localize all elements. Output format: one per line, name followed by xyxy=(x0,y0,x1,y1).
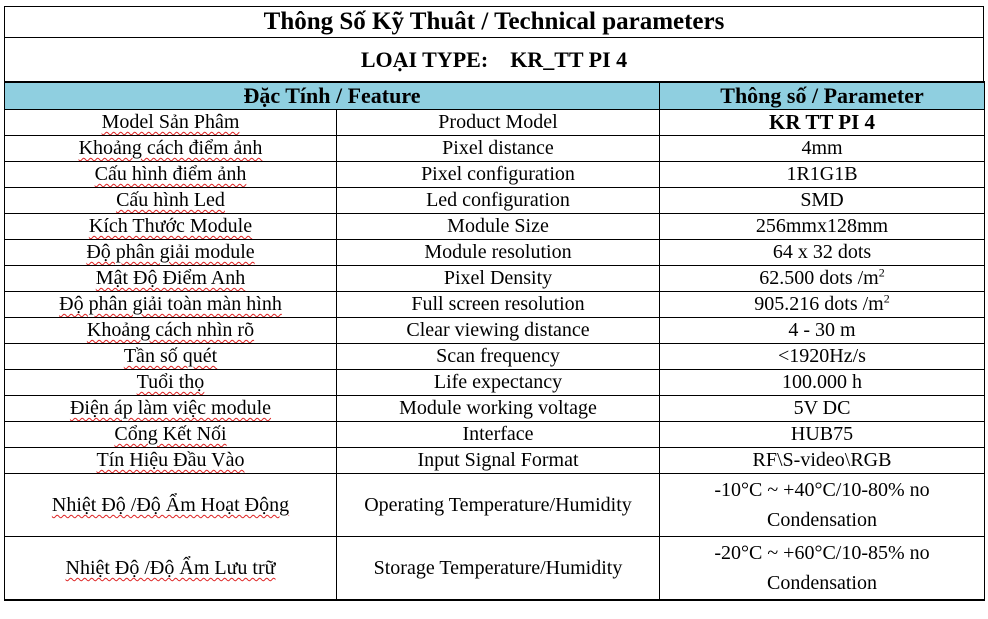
feature-english: Input Signal Format xyxy=(337,448,660,474)
type-label: LOẠI TYPE: xyxy=(360,47,489,72)
feature-vietnamese: Tín Hiệu Đầu Vào xyxy=(5,448,337,474)
parameter-value xyxy=(660,318,985,344)
parameter-value xyxy=(660,110,985,136)
parameter-text: 5V DC xyxy=(793,397,851,419)
type-value: KR_TT PI 4 xyxy=(510,47,628,72)
parameter-text: KR TT PI 4 xyxy=(768,110,875,134)
table-row xyxy=(5,344,985,370)
feature-english: Clear viewing distance xyxy=(337,318,660,344)
feature-vietnamese: Điện áp làm việc module xyxy=(5,396,337,422)
parameter-value xyxy=(660,537,985,601)
feature-vietnamese: Cấu hình Led xyxy=(5,188,337,214)
feature-english: Module working voltage xyxy=(337,396,660,422)
parameter-text: 64 x 32 dots xyxy=(772,241,872,263)
parameter-text: <1920Hz/s xyxy=(778,345,866,367)
table-row xyxy=(5,537,985,601)
feature-vietnamese: Độ phân giải module xyxy=(5,240,337,266)
parameter-value xyxy=(660,240,985,266)
parameter-text: 62.500 dots /m xyxy=(759,267,879,289)
parameter-text: -20°C ~ +60°C/10-85% no Condensation xyxy=(714,542,930,594)
table-row xyxy=(5,422,985,448)
feature-vietnamese: Khoảng cách điểm ảnh xyxy=(5,136,337,162)
table-row xyxy=(5,396,985,422)
spec-table xyxy=(4,81,985,601)
feature-english: Life expectancy xyxy=(337,370,660,396)
parameter-value xyxy=(660,162,985,188)
product-type-row xyxy=(4,37,984,81)
feature-vietnamese: Tần số quét xyxy=(5,344,337,370)
feature-vietnamese: Cấu hình điểm ảnh xyxy=(5,162,337,188)
parameter-text: SMD xyxy=(800,189,844,211)
parameter-text: 1R1G1B xyxy=(786,163,858,185)
feature-vietnamese: Mật Độ Điểm Anh xyxy=(5,266,337,292)
parameter-text: 100.000 h xyxy=(782,371,862,393)
parameter-text: 4 - 30 m xyxy=(788,319,856,341)
parameter-value xyxy=(660,422,985,448)
parameter-text: 4mm xyxy=(801,137,843,159)
spec-table-body xyxy=(5,110,985,601)
table-row xyxy=(5,136,985,162)
feature-vietnamese: Nhiệt Độ /Độ Ẩm Lưu trữ xyxy=(5,537,337,601)
table-row xyxy=(5,188,985,214)
feature-english: Pixel distance xyxy=(337,136,660,162)
feature-vietnamese: Tuổi thọ xyxy=(5,370,337,396)
parameter-value xyxy=(660,370,985,396)
feature-vietnamese: Nhiệt Độ /Độ Ẩm Hoạt Động xyxy=(5,474,337,537)
table-row xyxy=(5,474,985,537)
parameter-text: -10°C ~ +40°C/10-80% no Condensation xyxy=(714,479,930,531)
feature-english: Storage Temperature/Humidity xyxy=(337,537,660,601)
feature-vietnamese: Độ phân giải toàn màn hình xyxy=(5,292,337,318)
feature-english: Module Size xyxy=(337,214,660,240)
table-header-row xyxy=(5,82,985,110)
table-row xyxy=(5,162,985,188)
table-row xyxy=(5,318,985,344)
table-row xyxy=(5,214,985,240)
feature-english: Led configuration xyxy=(337,188,660,214)
feature-english: Product Model xyxy=(337,110,660,136)
feature-english: Interface xyxy=(337,422,660,448)
parameter-text: 256mmx128mm xyxy=(755,215,889,237)
parameter-text: RF\S-video\RGB xyxy=(752,449,892,471)
table-row xyxy=(5,110,985,136)
parameter-value xyxy=(660,396,985,422)
spec-sheet xyxy=(4,6,984,601)
feature-english: Pixel Density xyxy=(337,266,660,292)
sheet-title: Thông Số Kỹ Thuât / Technical parameters xyxy=(4,6,984,37)
unit-superscript: 2 xyxy=(883,291,890,306)
table-row xyxy=(5,240,985,266)
header-feature: Đặc Tính / Feature xyxy=(5,82,660,110)
parameter-text: 905.216 dots /m xyxy=(754,293,884,315)
feature-english: Scan frequency xyxy=(337,344,660,370)
parameter-value xyxy=(660,136,985,162)
table-row xyxy=(5,448,985,474)
feature-english: Operating Temperature/Humidity xyxy=(337,474,660,537)
table-row xyxy=(5,292,985,318)
feature-vietnamese: Model Sản Phâm xyxy=(5,110,337,136)
unit-superscript: 2 xyxy=(878,265,885,280)
parameter-value xyxy=(660,266,985,292)
parameter-value xyxy=(660,474,985,537)
parameter-value xyxy=(660,344,985,370)
feature-english: Full screen resolution xyxy=(337,292,660,318)
feature-vietnamese: Kích Thước Module xyxy=(5,214,337,240)
parameter-value xyxy=(660,214,985,240)
parameter-value xyxy=(660,448,985,474)
feature-vietnamese: Cổng Kết Nối xyxy=(5,422,337,448)
feature-english: Pixel configuration xyxy=(337,162,660,188)
header-parameter: Thông số / Parameter xyxy=(660,82,985,110)
table-row xyxy=(5,370,985,396)
table-row xyxy=(5,266,985,292)
parameter-value xyxy=(660,188,985,214)
feature-vietnamese: Khoảng cách nhìn rõ xyxy=(5,318,337,344)
parameter-value xyxy=(660,292,985,318)
parameter-text: HUB75 xyxy=(790,423,854,445)
feature-english: Module resolution xyxy=(337,240,660,266)
